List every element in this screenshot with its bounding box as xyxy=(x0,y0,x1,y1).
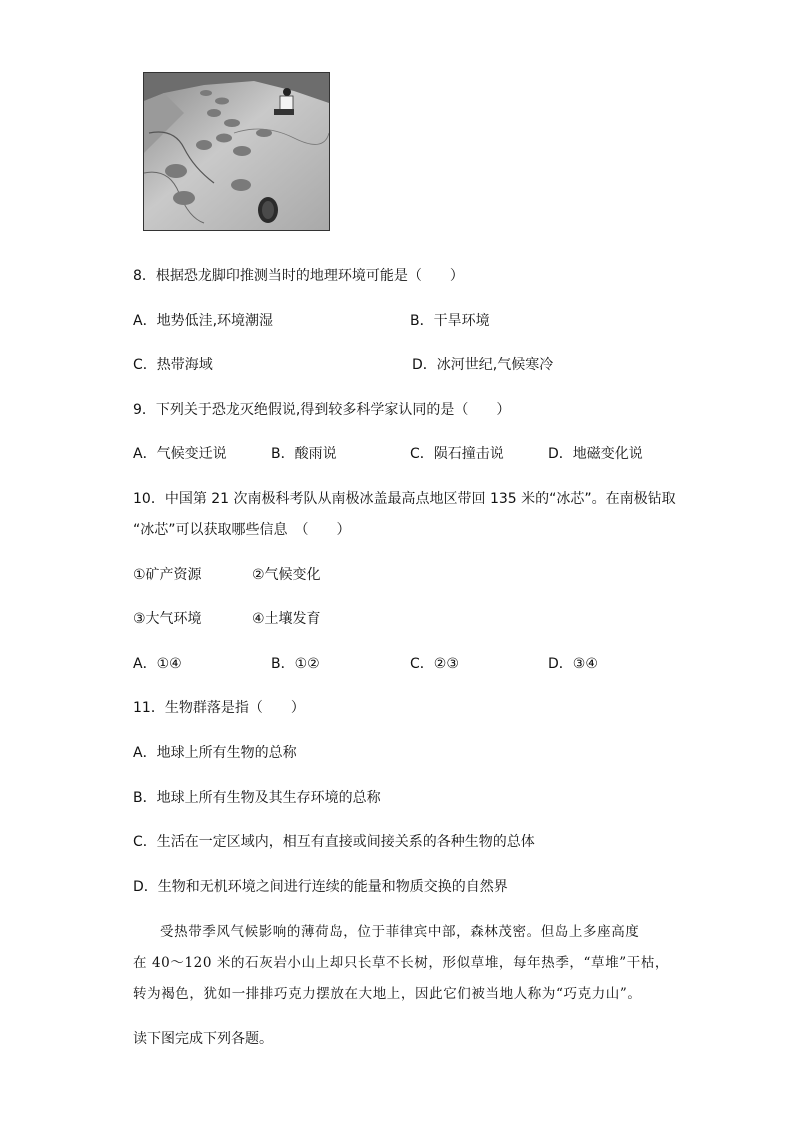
question-9-stem: 9．下列关于恐龙灭绝假说,得到较多科学家认同的是（ ） xyxy=(133,402,511,418)
question-8-option-c: C．热带海域 xyxy=(133,357,213,373)
instruction-text: 读下图完成下列各题。 xyxy=(133,1031,273,1047)
question-10-option-a: A．①④ xyxy=(133,656,182,672)
question-10-item-3: ③大气环境 xyxy=(133,611,202,627)
question-10-stem-line2: “冰芯”可以获取哪些信息 （ ） xyxy=(133,522,351,538)
question-11-option-d: D．生物和无机环境之间进行连续的能量和物质交换的自然界 xyxy=(133,879,508,895)
question-9-option-a: A．气候变迁说 xyxy=(133,446,227,462)
question-10-option-c: C．②③ xyxy=(410,656,459,672)
footprint-rock-image xyxy=(144,73,329,230)
question-10-stem-line1: 10．中国第 21 次南极科考队从南极冰盖最高点地区带回 135 米的“冰芯”。在南极钻取 xyxy=(133,491,676,507)
question-8-option-d: D．冰河世纪,气候寒冷 xyxy=(412,357,554,373)
question-8-option-a: A．地势低洼,环境潮湿 xyxy=(133,313,274,329)
question-11-stem: 11．生物群落是指（ ） xyxy=(133,700,305,716)
question-11-option-b: B．地球上所有生物及其生存环境的总称 xyxy=(133,790,381,806)
question-9-option-b: B．酸雨说 xyxy=(271,446,337,462)
question-10-item-1: ①矿产资源 xyxy=(133,567,202,583)
dinosaur-footprint-photo xyxy=(143,72,330,231)
question-8-option-b: B．干旱环境 xyxy=(410,313,490,329)
question-10-option-b: B．①② xyxy=(271,656,320,672)
question-9-option-d: D．地磁变化说 xyxy=(548,446,643,462)
question-8-stem: 8．根据恐龙脚印推测当时的地理环境可能是（ ） xyxy=(133,268,464,284)
question-10-option-d: D．③④ xyxy=(548,656,598,672)
question-11-option-c: C．生活在一定区域内，相互有直接或间接关系的各种生物的总体 xyxy=(133,834,535,850)
question-11-option-a: A．地球上所有生物的总称 xyxy=(133,745,297,761)
question-10-item-2: ②气候变化 xyxy=(252,567,321,583)
question-10-item-4: ④土壤发育 xyxy=(252,611,321,627)
passage-line-3: 转为褐色，犹如一排排巧克力摆放在大地上，因此它们被当地人称为“巧克力山”。 xyxy=(133,986,642,1002)
passage-line-2: 在 40～120 米的石灰岩小山上却只长草不长树，形似草堆，每年热季，“草堆”干枯， xyxy=(133,955,670,971)
question-9-option-c: C．陨石撞击说 xyxy=(410,446,504,462)
passage-line-1: 受热带季风气候影响的薄荷岛，位于菲律宾中部，森林茂密。但岛上多座高度 xyxy=(160,924,640,940)
